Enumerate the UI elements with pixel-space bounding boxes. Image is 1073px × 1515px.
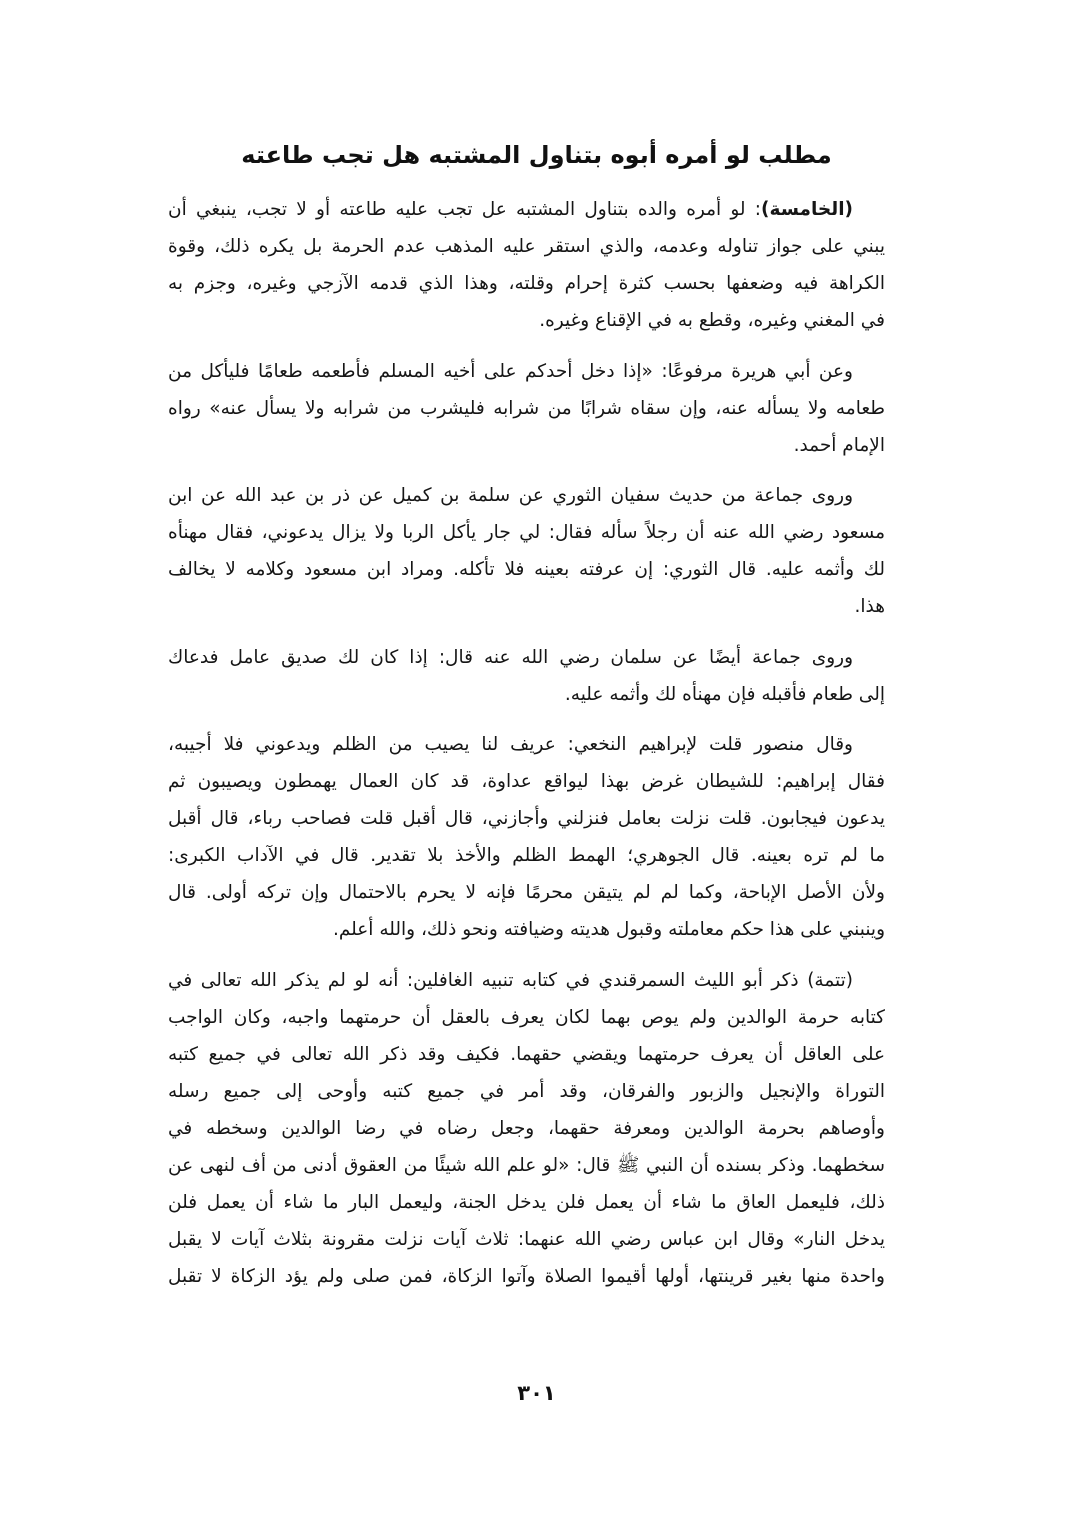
- text-line: مسعود رضي الله عنه أن رجلاً سأله فقال: لي جار يأكل الربا ولا يزال يدعوني، فقال مهنأه: [168, 522, 885, 543]
- page-title: مطلب لو أمره أبوه بتناول المشتبه هل تجب طاعته: [241, 141, 832, 169]
- text-line: يدعون فيجابون. قلت نزلت بعامل فنزلني وأجازني، قال أقبل قلت فصاحب رباء، قال أقبل: [168, 808, 885, 829]
- text-line: ذلك، فليعمل العاق ما شاء أن يعمل فلن يدخل الجنة، وليعمل البار ما شاء أن يعمل فلن: [168, 1191, 885, 1213]
- text-line: وروى جماعة من حديث سفيان الثوري عن سلمة بن كميل عن ذر بن عبد الله عن ابن: [168, 485, 853, 506]
- text-line: يدخل النار» وقال ابن عباس رضي الله عنهما: ثلاث آيات نزلت مقرونة بثلاث آيات لا يقبل: [168, 1228, 885, 1250]
- text-line: كتابه حرمة الوالدين ولم يوص بهما لكان يعرف بالعقل أن حرمتهما واجبه، وكان الواجب: [168, 1006, 885, 1028]
- paragraph: [168, 962, 885, 1295]
- text-line: فقال إبراهيم: للشيطان غرض بهذا ليواقع عداوة، قد كان العمال يهمطون ويصيبون ثم: [168, 771, 885, 792]
- text-line: وعن أبي هريرة مرفوعًا: «إذا دخل أحدكم على أخيه المسلم فأطعمه طعامًا فليأكل من: [168, 360, 853, 382]
- text-line: وأوصاهم بحرمة الوالدين ومعرفة حقهما، وجعل رضاه في رضا الوالدين وسخطه في: [168, 1117, 885, 1139]
- paragraph: [168, 726, 885, 948]
- text-line-content: : لو أمره والده بتناول المشتبه عل تجب عليه طاعته أو لا تجب، ينبغي أن: [168, 199, 762, 220]
- text-line: وينبني على هذا حكم معاملته وقبول هديته وضيافته ونحو ذلك، والله أعلم.: [332, 919, 885, 940]
- text-body: [168, 191, 885, 1308]
- paragraph: [168, 477, 885, 625]
- text-line: التوراة والإنجيل والزبور والفرقان، وقد أمر في جميع كتبه وأوحى إلى جميع رسله: [168, 1080, 885, 1102]
- text-line: (تتمة) ذكر أبو الليث السمرقندي في كتابه تنبيه الغافلين: أنه لو لم يذكر الله تعالى في: [168, 969, 853, 991]
- text-line: الإمام أحمد.: [793, 434, 885, 456]
- text-line: ولأن الأصل الإباحة، وكما لم لم يتيقن محرمًا فإنه لا يحرم بالاحتمال وإن تركه أولى. قال: [168, 882, 885, 903]
- text-line: الكراهة فيه وضعفها بحسب كثرة إحرام وقلته، وهذا الذي قدمه الآزجي وغيره، وجزم به: [168, 273, 885, 294]
- text-line: طعامه ولا يسأله عنه، وإن سقاه شرابًا من شرابه فليشرب من شرابه ولا يسأل عنه» رواه: [168, 397, 885, 419]
- paragraph: [168, 353, 885, 464]
- text-line: لك وأثمه عليه. قال الثوري: إن عرفته بعينه فلا تأكله. ومراد ابن مسعود وكلامه لا يخالف: [168, 559, 885, 580]
- text-line: في المغني وغيره، وقطع به في الإقناع وغيره.: [539, 310, 885, 331]
- page-number: ٣٠١: [517, 1381, 556, 1405]
- text-line: سخطهما. وذكر بسنده أن النبي ﷺ قال: «لو علم الله شيئًا من العقوق أدنى من أف لنهى عن: [168, 1154, 885, 1176]
- paragraph: [168, 191, 885, 339]
- text-line: إلى طعام فأقبله فإن مهنأه لك وأثمه عليه.: [564, 683, 885, 705]
- text-line: وروى جماعة أيضًا عن سلمان رضي الله عنه قال: إذا كان لك صديق عامل فدعاك: [168, 646, 853, 668]
- text-line: هذا.: [854, 596, 885, 617]
- text-line: يبني على جواز تناوله وعدمه، والذي استقر عليه المذهب عدم الحرمة بل يكره ذلك، وقوة: [168, 236, 885, 257]
- paragraph: [168, 639, 885, 713]
- text-line: [168, 191, 885, 228]
- text-line: على العاقل أن يعرف حرمتهما ويقضي حقهما. فكيف وقد ذكر الله تعالى في جميع كتبه: [168, 1043, 885, 1065]
- paragraph-lead: (الخامسة): [761, 199, 853, 220]
- text-line: وقال منصور قلت لإبراهيم النخعي: عريف لنا يصيب من الظلم ويدعوني فلا أجيبه،: [168, 734, 853, 755]
- text-line: ما لم تره بعينه. قال الجوهري؛ الهمط الظلم والأخذ بلا تقدير. قال في الآداب الكبرى:: [168, 845, 885, 866]
- text-line: واحدة منها بغير قرينتها، أولها أقيموا الصلاة وآتوا الزكاة، فمن صلى ولم يؤد الزكاة لا تقبل: [168, 1265, 885, 1287]
